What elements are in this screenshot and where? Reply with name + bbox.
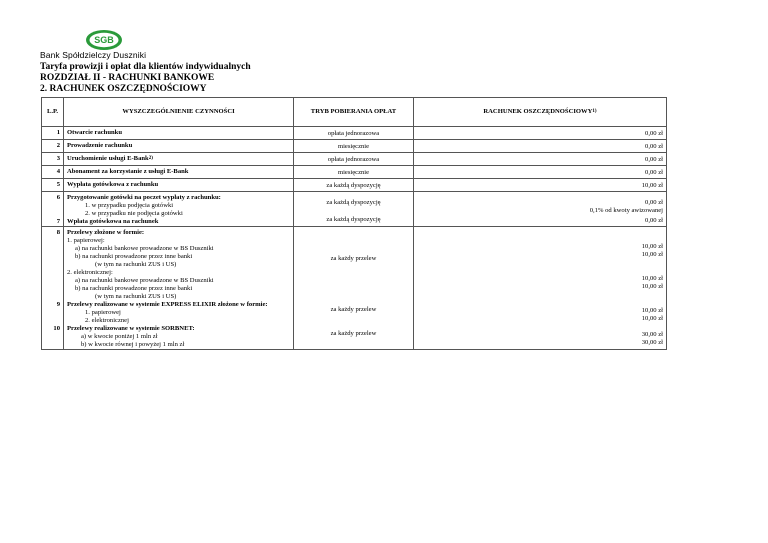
row-lp-7: 7 xyxy=(56,218,60,225)
row8-line-6: a) na rachunki bankowe prowadzone w BS Duszniki xyxy=(75,277,214,284)
row6-description: Przygotowanie gotówki na poczet wypłaty z rachunku: xyxy=(67,194,221,201)
document-title: Taryfa prowizji i opłat dla klientów indywidualnych xyxy=(40,62,251,72)
row9-value-2: 10,00 zł xyxy=(641,315,663,322)
row-lp: 2 xyxy=(42,140,64,153)
row8-line-2: a) na rachunki bankowe prowadzone w BS Duszniki xyxy=(75,245,214,252)
row10-value-1: 30,00 zł xyxy=(641,331,663,338)
row-lp-10: 10 xyxy=(53,325,60,332)
row-description: Prowadzenie rachunku xyxy=(64,140,294,153)
row8-value-1: 10,00 zł xyxy=(641,243,663,250)
header-savings-account xyxy=(414,98,667,127)
row8-fee-mode: za każdy przelew xyxy=(330,255,377,262)
header-savings-account-text: RACHUNEK OSZCZĘDNOŚCIOWY xyxy=(483,108,593,115)
row-value xyxy=(414,227,667,350)
row-lp xyxy=(42,192,64,227)
row9-description: Przelewy realizowane w systemie EXPRESS ELIXIR złożone w formie: xyxy=(67,301,268,308)
row-lp-6: 6 xyxy=(56,194,60,201)
row8-line-5: 2. elektronicznej: xyxy=(67,269,113,276)
row8-line-4: (w tym na rachunki ZUS i US) xyxy=(95,261,177,268)
row6-value-1: 0,00 zł xyxy=(645,199,663,206)
table-row xyxy=(42,153,667,166)
logo-text: SGB xyxy=(94,35,114,45)
row-description xyxy=(64,153,294,166)
table-row xyxy=(42,192,667,227)
row8-description: Przelewy złożone w formie: xyxy=(67,229,145,236)
row9-line-1: 1. papierowej xyxy=(85,309,121,316)
row-lp: 5 xyxy=(42,179,64,192)
chapter-title: ROZDZIAŁ II - RACHUNKI BANKOWE xyxy=(40,73,215,83)
row10-description: Przelewy realizowane w systemie SORBNET: xyxy=(67,325,195,332)
row-value: 10,00 zł xyxy=(414,179,667,192)
row10-fee-mode: za każdy przelew xyxy=(330,330,377,337)
row-fee-mode: za każdą dyspozycję xyxy=(294,179,414,192)
header-lp: L.P. xyxy=(42,98,64,127)
row8-line-1: 1. papierowej: xyxy=(67,237,105,244)
tariff-table xyxy=(41,97,667,350)
row-lp: 1 xyxy=(42,127,64,140)
row-lp: 3 xyxy=(42,153,64,166)
row6-item-2: 2. w przypadku nie podjęcia gotówki xyxy=(85,210,183,217)
header-fee-mode: TRYB POBIERANIA OPŁAT xyxy=(294,98,414,127)
row-value xyxy=(414,192,667,227)
row-description: Otwarcie rachunku xyxy=(64,127,294,140)
row8-value-2: 10,00 zł xyxy=(641,251,663,258)
row6-fee-mode: za każdą dyspozycję xyxy=(326,199,381,206)
row6-item-1: 1. w przypadku podjęcia gotówki xyxy=(85,202,174,209)
table-row xyxy=(42,140,667,153)
row-footnote-ref: 2) xyxy=(148,156,153,161)
row-fee-mode xyxy=(294,227,414,350)
row-fee-mode: miesięcznie xyxy=(294,140,414,153)
row-lp xyxy=(42,227,64,350)
row6-value-2: 0,1% od kwoty awizowanej xyxy=(589,207,663,214)
row-description: Wypłata gotówkowa z rachunku xyxy=(64,179,294,192)
row7-description: Wpłata gotówkowa na rachunek xyxy=(67,218,159,225)
header-description: WYSZCZEGÓLNIENIE CZYNNOŚCI xyxy=(64,98,294,127)
table-header-row xyxy=(42,98,667,127)
row9-fee-mode: za każdy przelew xyxy=(330,306,377,313)
row-fee-mode: opłata jednorazowa xyxy=(294,127,414,140)
row8-value-4: 10,00 zł xyxy=(641,283,663,290)
row-value: 0,00 zł xyxy=(414,153,667,166)
row-description xyxy=(64,227,294,350)
row8-line-8: (w tym na rachunki ZUS i US) xyxy=(95,293,177,300)
row-fee-mode xyxy=(294,192,414,227)
table-row xyxy=(42,179,667,192)
row-fee-mode: opłata jednorazowa xyxy=(294,153,414,166)
row-value: 0,00 zł xyxy=(414,166,667,179)
row7-fee-mode: za każdą dyspozycję xyxy=(326,216,381,223)
bank-name: Bank Spółdzielczy Duszniki xyxy=(40,50,147,60)
row10-line-2: b) w kwocie równej i powyżej 1 mln zł xyxy=(81,341,185,348)
table-row xyxy=(42,127,667,140)
row9-line-2: 2. elektronicznej xyxy=(85,317,129,324)
row7-value: 0,00 zł xyxy=(645,217,663,224)
row-value: 0,00 zł xyxy=(414,140,667,153)
row-lp: 4 xyxy=(42,166,64,179)
sgb-logo xyxy=(85,29,123,51)
row8-line-3: b) na rachunki prowadzone przez inne banki xyxy=(75,253,193,260)
table-row xyxy=(42,227,667,350)
row8-line-7: b) na rachunki prowadzone przez inne banki xyxy=(75,285,193,292)
row10-line-1: a) w kwocie poniżej 1 mln zł xyxy=(81,333,158,340)
row-value: 0,00 zł xyxy=(414,127,667,140)
table-row xyxy=(42,166,667,179)
row-description xyxy=(64,192,294,227)
row-fee-mode: miesięcznie xyxy=(294,166,414,179)
header-footnote-ref: 1) xyxy=(592,109,597,114)
row8-value-3: 10,00 zł xyxy=(641,275,663,282)
row10-value-2: 30,00 zł xyxy=(641,339,663,346)
row-description-text: Uruchomienie usługi E-Bank xyxy=(67,155,149,162)
section-title: 2. RACHUNEK OSZCZĘDNOŚCIOWY xyxy=(40,84,207,94)
row-description: Abonament za korzystanie z usługi E-Bank xyxy=(64,166,294,179)
row-lp-9: 9 xyxy=(56,301,60,308)
row-lp-8: 8 xyxy=(56,229,60,236)
row9-value-1: 10,00 zł xyxy=(641,307,663,314)
